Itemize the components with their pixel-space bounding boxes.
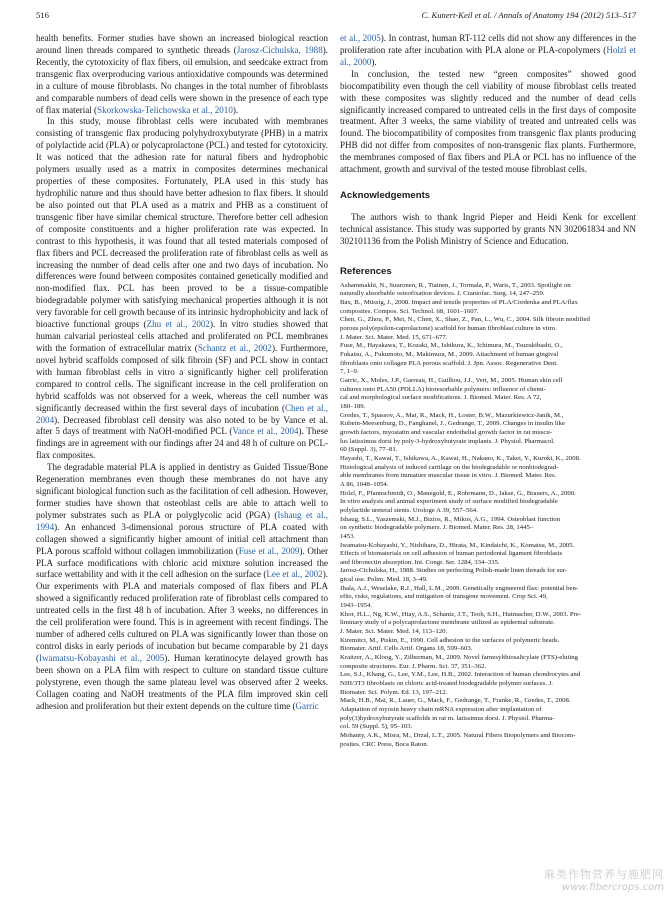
citation-link[interactable]: Zhu et al., 2002 bbox=[146, 319, 210, 330]
reference-line: Khor, H.L., Ng, K.W., Htay, A.S., Schantz, J.T., Teoh, S.H., Hutmacher, D.W., 2003. Pre- bbox=[340, 610, 582, 618]
reference-line: Bax, B., Müssig, J., 2008. Impact and tensile properties of PLA/Cordenka and PLA/flax bbox=[340, 299, 578, 307]
reference-line: Fukatsu, A., Fukumoto, M., Makimura, M., 2009. Attachment of human gingival bbox=[340, 351, 559, 359]
paragraph-text: health benefits. Former studies have shown an increased biological reaction around linen threads compared to synthetic threads ( bbox=[36, 33, 328, 55]
paragraph-text: ). These findings are in agreement with our findings after 24 and 48 h of culture on PCL-flax composites. bbox=[36, 426, 329, 461]
body-paragraph bbox=[36, 33, 328, 116]
reference-line: Iwamatsu-Kobayashi, Y., Nishihara, D., Hirata, M., Kindaichi, K., Komatsu, M., 2005. bbox=[340, 541, 575, 549]
reference-line: cal and morphological surface modifications. J. Biomed. Mater. Res. A 72, bbox=[340, 394, 542, 402]
paragraph-text: In conclusion, the tested new “green composites” showed good biocompatibility even though the cell viability of mouse fibroblast cells treated with these composites was slightly reduced and the number of dead cells significantly increased compared to untreated cells in the first days of composite treatment. After 3 weeks, the same viability of treated and untreated cells was found. The biocompatibility of composites from transgenic flax plants producing PHB did not differ from composites of non-transgenic flax plants. Furthermore, the membranes composed of flax fibers and PLA or PCL has no influence of the attachment, growth and survival of the tested mouse fibroblast cells. bbox=[340, 68, 636, 175]
reference-entry[interactable] bbox=[340, 490, 636, 516]
journal-citation: C. Kunert-Keil et al. / Annals of Anatomy 194 (2012) 513–517 bbox=[421, 10, 636, 20]
reference-line: Effects of biomaterials on cell adhesion of human periodontal ligament fibroblasts bbox=[340, 550, 563, 558]
reference-line: In vitro analysis and animal experiment study of surface modified biodegradable bbox=[340, 498, 558, 506]
reference-entry[interactable] bbox=[340, 542, 636, 568]
reference-line: naturally absorbable osteofixation devices. J. Craniofac. Surg. 14, 247–259. bbox=[340, 290, 545, 298]
citation-link[interactable]: Jarosz-Cichulska, 1988 bbox=[236, 44, 323, 55]
reference-line: NIH/3T3 fibroblasts on chloric acid-treated biodegradable polymer surfaces. J. bbox=[340, 680, 553, 688]
paragraph-text: ). Other PLA surface modifications with chloric acid mixture solution increased the surface wettability and with it the cell adhesion on the surface ( bbox=[36, 545, 328, 580]
paragraph-text: ). Furthermore, novel hybrid scaffolds composed of silk fibroin (SF) and PCL show in contact with human fibroblast cells in vitro a significantly higher cell proliferation compared to control cells. The significant increase in the cell proliferation on hybrid scaffolds was not observed for a week, whereas the cell number was significantly decreased within the first several days of incubation ( bbox=[36, 342, 328, 413]
reference-line: Kubein-Meesenburg, D., Fanghanel, J., Gedrange, T., 2009. Changes in insulin like bbox=[340, 420, 565, 428]
reference-line: polylactide ureteral stents. Urologe A 39, 557–564. bbox=[340, 506, 478, 514]
citation-link[interactable]: Garric bbox=[295, 700, 319, 711]
reference-line: Mohanty, A.K., Misra, M., Drzal, L.T., 2005. Natural Fibers Biopolymers and Biocom- bbox=[340, 731, 576, 739]
reference-line: Kraitzer, A., Kloog, Y., Zilberman, M., 2009. Novel farnesylthiosalicylate (FTS)-eluting bbox=[340, 654, 578, 662]
reference-line: gical use. Polim. Med. 18, 3–49. bbox=[340, 576, 428, 584]
citation-link[interactable]: Chen et al., 2004 bbox=[36, 402, 328, 425]
reference-line: Jhala, A.J., Weselake, R.J., Hall, L.M., 2009. Genetically engineered flax: potential ben- bbox=[340, 584, 579, 592]
reference-line: cultures onto PLA50 (PDLLA) bioresorbable polymers: influence of chemi- bbox=[340, 385, 546, 393]
reference-line: fibroblasts onto collagen PLA porous scaffold. J. Jpn. Assoc. Regenerative Dent. bbox=[340, 359, 558, 367]
reference-line: col. 59 (Suppl. 5), 95–103. bbox=[340, 723, 413, 731]
site-watermark bbox=[544, 866, 664, 893]
reference-entry[interactable] bbox=[340, 316, 636, 342]
paragraph-text: The degradable material PLA is applied in dentistry as Guided Tissue/Bone Regeneration membranes even though these membranes do not have any significant biological function such as the facilitation of cell adhesion. However, former studies have shown that osteoblast cells are able to attach well to polymer substrates such as PLA or polyglycolic acid (PGA) ( bbox=[36, 462, 328, 520]
reference-line: composite structures. Eur. J. Pharm. Sci. 37, 351–362. bbox=[340, 662, 487, 670]
acknowledgements-heading: Acknowledgements bbox=[340, 190, 431, 202]
reference-entry[interactable] bbox=[340, 377, 636, 412]
citation-link[interactable]: Ishaug et al., 1994 bbox=[36, 509, 328, 532]
citation-link[interactable]: Fuse et al., 2009 bbox=[238, 545, 300, 556]
reference-entry[interactable] bbox=[340, 455, 636, 490]
reference-line: 180–189. bbox=[340, 403, 366, 411]
reference-entry[interactable] bbox=[340, 299, 636, 316]
reference-line: on synthetic biodegradable polymers. J. Biomed. Mater. Res. 28, 1445– bbox=[340, 524, 534, 532]
paragraph-text: In this study, mouse fibroblast cells were incubated with membranes consisting of transgenic flax producing polyhydroxybutyrate (PHB) in a matrix of polylactide acid (PLA) or polycaprolactone (PCL) and tested for cytotoxicity. It was noticed that the adhesion rate for natural fibers and hydrophobic polymers usually used as a matrix in composites determines mechanical properties of these composites. Fortunately, PLA used in this study has hydrophilic nature and thus should have better adhesion to flax fibers. It should be also pointed out that PLA used as a matrix and PHB as a constituent of transgenic fiber have similar chemical structure. Therefore better cell adhesion of composite constituents and a higher proliferation rate was expected. In contrast to this hypothesis, it was found that all tested materials composed of flax fibers and PCL decreased the proliferation rate of fibroblast cells as well as increasing the number of dead cells after one and two days of incubation. No differences were found between composites contained genetically modified and non-modified flax. PCL has been proved to be a tissue-compatible biodegradable polymer with satisfying mechanical properties although it is not very favorable for cell growth because of its intrinsic hydrophobicity and lack of bioactive functional groups ( bbox=[36, 116, 328, 330]
reference-entry[interactable] bbox=[340, 671, 636, 697]
watermark-cn: 麻类作物营养与施肥网 bbox=[544, 868, 664, 881]
reference-line: Kiremitci, M., Piskin, E., 1990. Cell adhesion to the surfaces of polymeric beads. bbox=[340, 636, 560, 644]
reference-entry[interactable] bbox=[340, 585, 636, 611]
reference-line: Histological analysis of induced cartilage on the biodegradable or nonbiodegrad- bbox=[340, 463, 559, 471]
reference-entry[interactable] bbox=[340, 412, 636, 455]
reference-line: Ashammakhi, N., Suuronen, R., Tiainen, J., Tormala, P., Waris, T., 2003. Spotlight on bbox=[340, 281, 571, 289]
reference-line: Jarosz-Cichulska, H., 1988. Studies on perfecting Polish-made linen threads for sur- bbox=[340, 567, 568, 575]
reference-line: Ishaug, S.L., Yaszemski, M.J., Bizios, R., Mikos, A.G., 1994. Osteoblast function bbox=[340, 515, 560, 523]
body-paragraph bbox=[36, 116, 328, 462]
reference-line: poly(3)hydroxybutyrate scaffolds in rat m. latissimus dorsi. J. Physiol. Pharma- bbox=[340, 714, 555, 722]
body-paragraph bbox=[36, 462, 328, 712]
reference-line: Fuse, M., Hayakawa, T., Kozaki, M., Ishikura, K., Ichimura, M., Tsuzukibashi, O., bbox=[340, 342, 563, 350]
reference-line: porous poly(epsilon-caprolactone) scaffold for human fibroblast culture in vitro. bbox=[340, 325, 557, 333]
reference-line: Adaptation of myosin heavy chain mRNA expression after implantation of bbox=[340, 705, 542, 713]
reference-entry[interactable] bbox=[340, 567, 636, 584]
reference-line: Mack, H.B., Mai, R., Lauer, G., Mack, F., Gedrange, T., Franke, R., Gredes, T., 2008. bbox=[340, 697, 571, 705]
reference-line: A 86, 1048–1054. bbox=[340, 480, 389, 488]
reference-line: Chen, G., Zhou, P., Mei, N., Chen, X., Shao, Z., Pan, L., Wu, C., 2004. Silk fibroin modified bbox=[340, 316, 590, 324]
reference-line: J. Mater. Sci. Mater. Med. 14, 113–120. bbox=[340, 628, 448, 636]
paragraph-text: ). In contrast, human RT-112 cells did not show any differences in the proliferation rate after incubation with PLA alone or PLA-copolymers ( bbox=[340, 33, 636, 55]
reference-line: Garric, X., Moles, J.P., Garreau, H., Guilhou, J.J., Vert, M., 2005. Human skin cell bbox=[340, 377, 563, 385]
reference-line: Biomater. Artif. Cells Artif. Organs 18, 599–603. bbox=[340, 645, 473, 653]
reference-line: growth factors, myostatin and vascular endothelial growth factor in rat muscu- bbox=[340, 428, 552, 436]
paragraph-text: ). bbox=[371, 56, 377, 67]
reference-list bbox=[340, 282, 636, 749]
left-column bbox=[36, 33, 328, 713]
citation-link[interactable]: Vance et al., 2004 bbox=[232, 426, 299, 437]
reference-line: 1943–1954. bbox=[340, 602, 373, 610]
citation-link[interactable]: Lee et al., 2002 bbox=[266, 569, 323, 580]
acknowledgements-text: The authors wish to thank Ingrid Pieper and Heidi Kenk for excellent technical assistance. This study was supported by grants NN 302061834 and NN 302101136 from the Polish Ministry of Science and Education. bbox=[340, 212, 636, 246]
right-column bbox=[340, 33, 636, 749]
reference-entry[interactable] bbox=[340, 611, 636, 637]
citation-link[interactable]: Schantz et al., 2002 bbox=[197, 342, 272, 353]
body-paragraph bbox=[340, 69, 636, 176]
reference-line: 60 (Suppl. 3), 77–81. bbox=[340, 446, 398, 454]
reference-entry[interactable] bbox=[340, 516, 636, 542]
citation-link[interactable]: et al., 2005 bbox=[340, 33, 381, 43]
citation-link[interactable]: Holzl et al., 2000 bbox=[340, 44, 637, 67]
reference-line: Hayashi, T., Kawai, T., Ishikawa, A., Kawai, H., Nakano, K., Takei, Y., Kuroki, K., 2008. bbox=[340, 454, 581, 462]
reference-entry[interactable] bbox=[340, 732, 636, 749]
paragraph-text: ). Human keratinocyte delayed growth has been shown on a PLA film with respect to culture on standard tissue culture polystyrene, even though the same plateau level was observed after 2 weeks. Collagen coating and NaOH treatments of the PLA film improved skin cell adhesion and proliferation but their extent depends on the culture time ( bbox=[36, 652, 328, 711]
paragraph-text: ). Our experiments with PLA and materials composed of flax fibers and PLA showed a significantly reduced proliferation rate of fibroblast cells compared to untreated cells in the first 48 h of incubation. After 3 weeks, no differences in the cell proliferation were found. This is in agreement with recent findings. The number of adhered cells cultured on PLA was significantly lower than those on control disks in early periods of incubation but became comparable by 21 days ( bbox=[36, 569, 328, 663]
reference-line: posites. CRC Press, Boca Raton. bbox=[340, 740, 429, 748]
reference-line: and fibronectin absorption. Int. Congr. Ser. 1284, 334–335. bbox=[340, 558, 500, 566]
paragraph-text: ). Decreased fibroblast cell density was also noted to be by Vance et al. after 5 days of treatment with NaOH-modified PCL ( bbox=[36, 414, 328, 437]
reference-entry[interactable] bbox=[340, 654, 636, 671]
reference-line: Holzl, F., Pfannschmidt, O., Manegold, E., Rohrmann, D., Jakse, G., Brauers, A., 2000. bbox=[340, 489, 576, 497]
reference-line: lus latissimus dorsi by poly-3-hydroxybutyrate implants. J. Physiol. Pharmacol. bbox=[340, 437, 555, 445]
reference-line: Lee, S.J., Khang, G., Lee, Y.M., Lee, H.B., 2002. Interaction of human chondrocytes and bbox=[340, 671, 581, 679]
citation-link[interactable]: Skorkowska-Telichowska et al., 2010 bbox=[97, 104, 233, 115]
paragraph-text: ). Recently, the cytotoxicity of flax fibers, oil emulsion, and seedcake extract from transgenic flax overproducing various antioxidative compounds was determined in a culture of mouse fibroblasts. No changes in the total number of fibroblasts and comparable numbers of dead cells were shown in the presence of each type of flax material ( bbox=[36, 44, 328, 115]
reference-line: 7, 1–9. bbox=[340, 368, 359, 376]
reference-entry[interactable] bbox=[340, 282, 636, 299]
reference-entry[interactable] bbox=[340, 342, 636, 377]
reference-line: able membranes from immature muscular tissue in vitro. J. Biomed. Mater. Res. bbox=[340, 472, 557, 480]
reference-line: Biomater. Sci. Polym. Ed. 13, 197–212. bbox=[340, 688, 448, 696]
reference-line: Gredes, T., Spassov, A., Mai, R., Mack, H., Loster, B.W., Mazurkiewicz-Janik, M., bbox=[340, 411, 564, 419]
paragraph-text: ). An enhanced 3-dimensional porous structure of PLA coated with collagen showed a significantly higher amount of initial cell attachment than PLA porous scaffold without collagen immobilization ( bbox=[36, 521, 328, 556]
reference-line: J. Mater. Sci. Mater. Med. 15, 671–677. bbox=[340, 333, 448, 341]
running-header bbox=[36, 10, 636, 24]
paragraph-text: ). bbox=[232, 104, 239, 115]
paragraph-text: ). In vitro studies showed that human calvarial periosteal cells attached and proliferated on PCL membranes with the formation of extracellular matrix ( bbox=[36, 319, 328, 353]
page-number: 516 bbox=[36, 10, 49, 20]
reference-entry[interactable] bbox=[340, 637, 636, 654]
body-paragraph bbox=[340, 33, 636, 69]
right-body-text bbox=[340, 33, 636, 176]
reference-line: 1453. bbox=[340, 532, 356, 540]
reference-line: composites. Compos. Sci. Technol. 68, 1601–1607. bbox=[340, 307, 479, 315]
reference-line: liminary study of a polycaprolactone membrane utilized as epidermal substrate. bbox=[340, 619, 555, 627]
references-heading: References bbox=[340, 265, 392, 277]
watermark-url: www.fibercrops.com bbox=[562, 882, 664, 893]
citation-link[interactable]: Iwamatsu-Kobayashi et al., 2005 bbox=[39, 652, 165, 663]
reference-entry[interactable] bbox=[340, 697, 636, 732]
reference-line: efits, risks, regulations, and mitigation of transgene movement. Crop Sci. 49, bbox=[340, 593, 548, 601]
